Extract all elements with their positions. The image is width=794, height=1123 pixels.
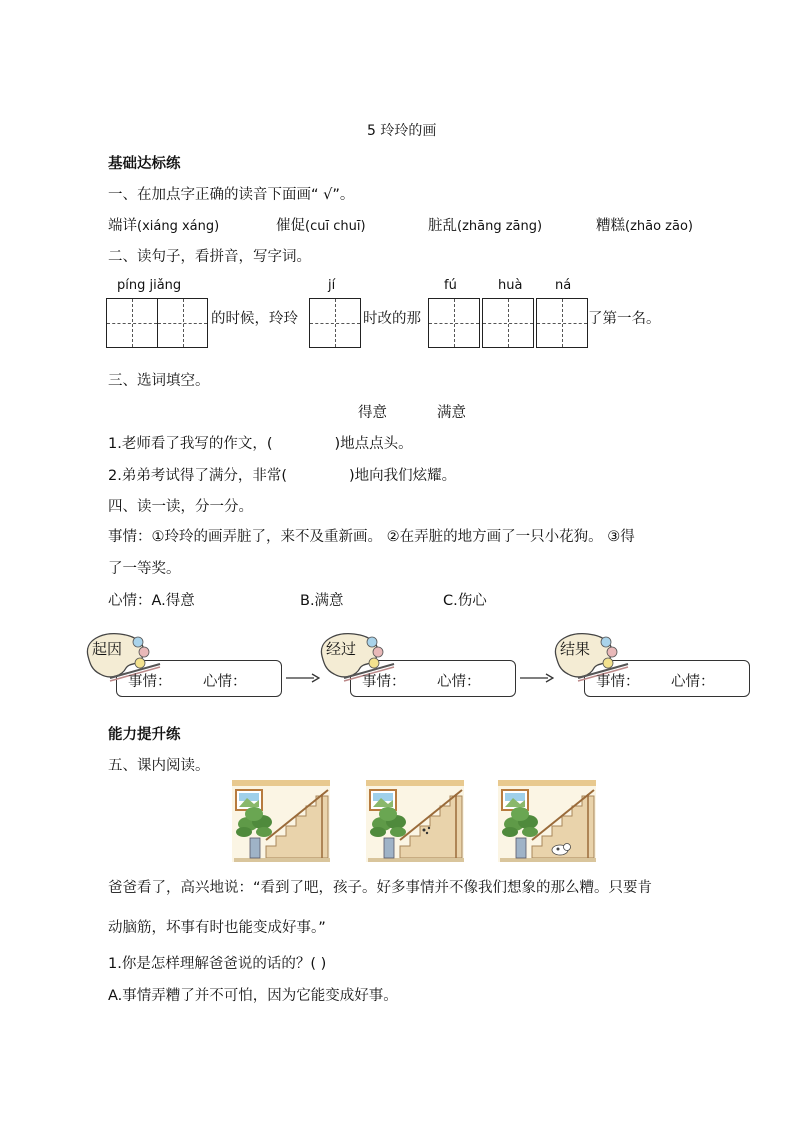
word-choice: 得意: [358, 405, 387, 421]
q4-mood-b: B.满意: [300, 593, 344, 609]
arrow-right-icon: [286, 672, 320, 684]
flow-event-label: 事情：: [596, 674, 640, 690]
q3-sentence-2: 2.弟弟考试得了满分，非常( )地向我们炫耀。: [108, 468, 457, 484]
q1-item: 端详(xiáng xáng): [108, 218, 220, 234]
q5-heading: 五、课内阅读。: [108, 758, 210, 774]
flow-event-label: 事情：: [128, 674, 172, 690]
flow-event-label: 事情：: [362, 674, 406, 690]
flow-mood-label: 心情：: [203, 674, 247, 690]
q4-mood-c: C.伤心: [443, 593, 487, 609]
q5-option-a: A.事情弄糟了并不可怕，因为它能变成好事。: [108, 988, 398, 1004]
flow-mood-label: 心情：: [437, 674, 481, 690]
pinyin-label: fú: [444, 278, 457, 293]
arrow-right-icon: [520, 672, 554, 684]
flow-label-cause: 起因: [92, 640, 123, 658]
q5-passage: 爸爸看了，高兴地说：“看到了吧，孩子。好多事情并不像我们想象的那么糟。只要肯: [108, 880, 653, 896]
flow-label-process: 经过: [326, 640, 357, 658]
page-title: 5 玲玲的画: [367, 123, 437, 139]
flow-mood-label: 心情：: [671, 674, 715, 690]
writing-grid-na[interactable]: [536, 298, 588, 348]
q4-mood-a: 心情：A.得意: [108, 593, 195, 609]
section-advanced-heading: 能力提升练: [108, 727, 181, 743]
pinyin-label: ná: [555, 278, 572, 293]
q4-heading: 四、读一读，分一分。: [108, 499, 253, 515]
q1-item: 糟糕(zhāo zāo): [596, 218, 694, 234]
stairs-illustration-2: [366, 780, 464, 862]
writing-grid-fu[interactable]: [428, 298, 480, 348]
q4-events-cont: 了一等奖。: [108, 561, 181, 577]
stairs-illustration-3: [498, 780, 596, 862]
flow-label-result: 结果: [560, 640, 591, 658]
pinyin-label: píng jiǎng: [117, 278, 182, 293]
q5-subquestion-1: 1.你是怎样理解爸爸说的话的？( ): [108, 956, 327, 972]
writing-grid-hua[interactable]: [482, 298, 534, 348]
word-choice: 满意: [437, 405, 466, 421]
q1-item: 催促(cuī chuī): [276, 218, 366, 234]
stairs-illustration-1: [232, 780, 330, 862]
writing-grid-pingjiang[interactable]: [106, 298, 208, 348]
pinyin-label: jí: [328, 278, 336, 293]
q3-sentence-1: 1.老师看了我写的作文，( )地点点头。: [108, 436, 413, 452]
pinyin-label: huà: [498, 278, 523, 293]
q2-text: 的时候，玲玲: [211, 311, 298, 327]
q1-heading: 一、在加点字正确的读音下面画“ √”。: [108, 187, 355, 203]
section-basic-heading: 基础达标练: [108, 156, 181, 172]
writing-grid-ji[interactable]: [309, 298, 361, 348]
q1-item: 脏乱(zhāng zāng): [428, 218, 543, 234]
q2-text: 了第一名。: [588, 311, 661, 327]
q2-text: 时改的那: [363, 311, 421, 327]
q5-passage-cont: 动脑筋，坏事有时也能变成好事。”: [108, 920, 326, 936]
q3-heading: 三、选词填空。: [108, 373, 210, 389]
q4-events: 事情：①玲玲的画弄脏了，来不及重新画。 ②在弄脏的地方画了一只小花狗。 ③得: [108, 529, 635, 545]
q2-heading: 二、读句子，看拼音，写字词。: [108, 249, 311, 265]
